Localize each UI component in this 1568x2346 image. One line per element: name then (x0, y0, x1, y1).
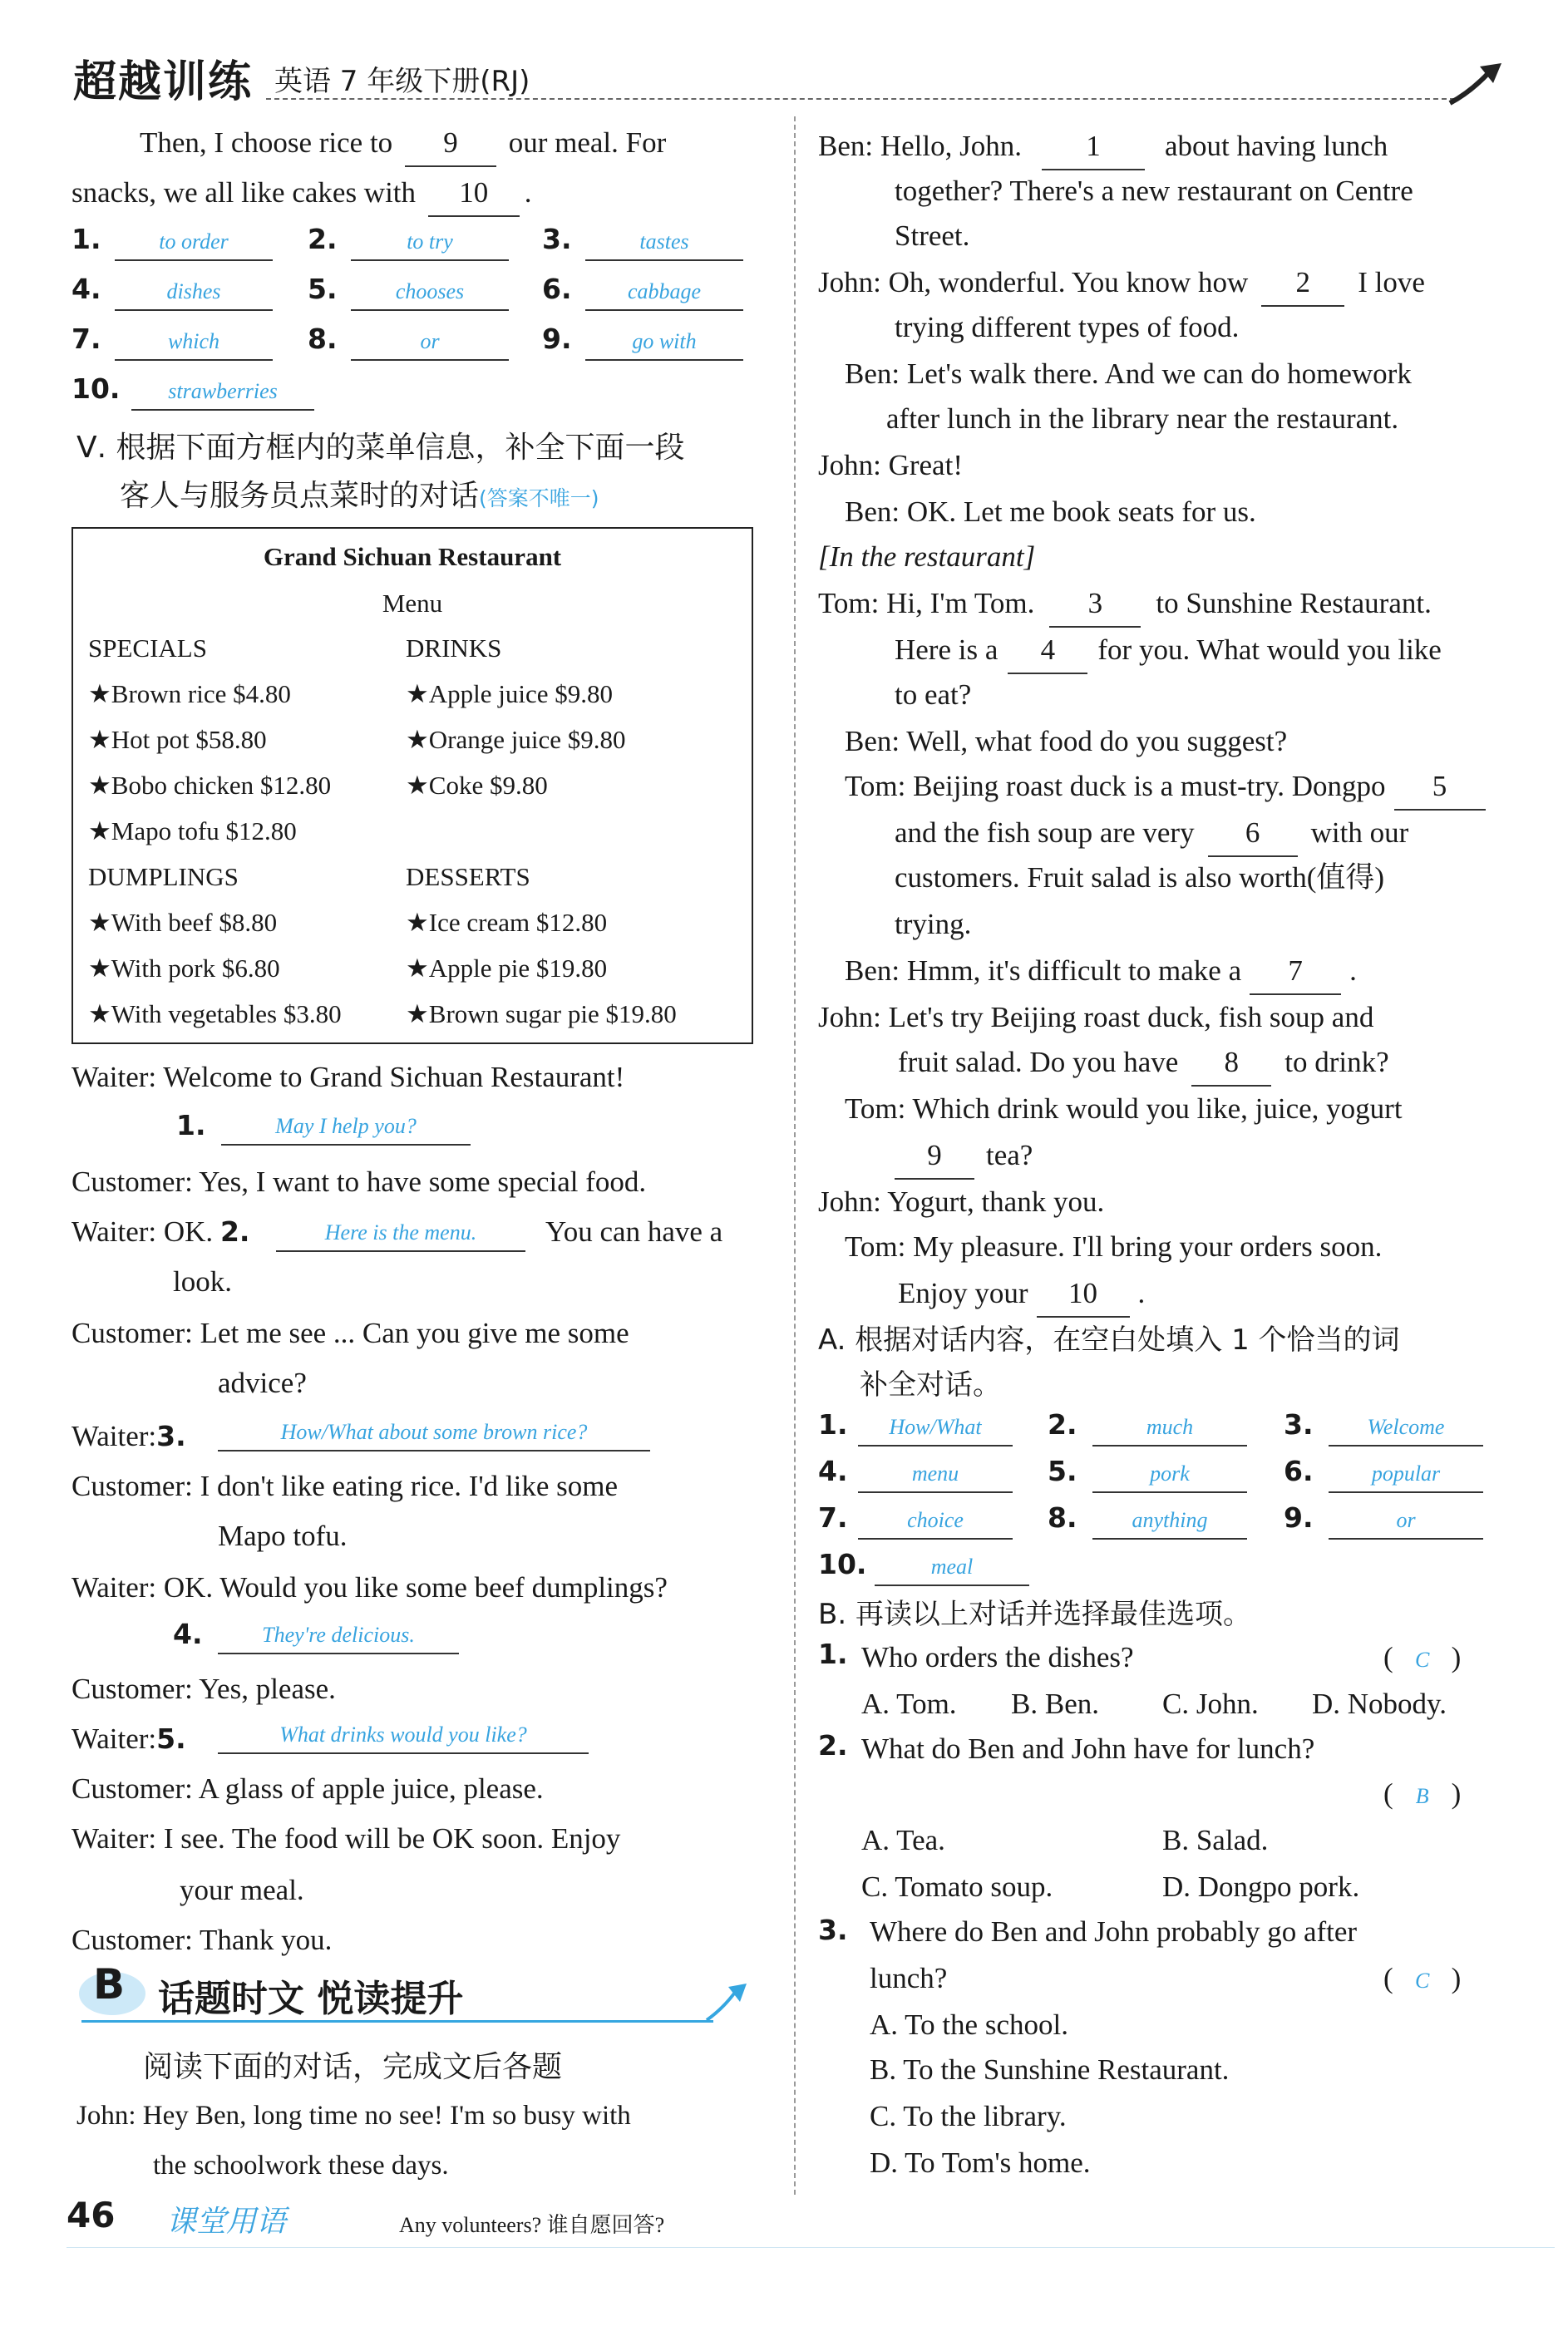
rp7c: to eat? (895, 678, 972, 711)
rp12b: 9 tea? (895, 1132, 1033, 1180)
dialog-answer-4[interactable]: They're delicious. (218, 1623, 459, 1654)
dialog-waiter-4: Waiter: OK. Would you like some beef dumplings? (71, 1571, 668, 1604)
a-answer-1[interactable]: How/What (858, 1415, 1013, 1447)
section-b-letter: B (93, 1960, 126, 2008)
menu-right-8: ★Brown sugar pie $19.80 (406, 999, 677, 1028)
menu-right-0: DRINKS (406, 633, 502, 663)
section-5-line-2: 客人与服务员点菜时的对话(答案不唯一) (120, 479, 599, 513)
classroom-phrase: Any volunteers? 谁自愿回答? (399, 2213, 665, 2237)
book-subtitle: 英语 7 年级下册(RJ) (274, 65, 530, 98)
secB-line-1: John: Hey Ben, long time no see! I'm so busy with (76, 2101, 631, 2131)
answer-9[interactable]: go with (585, 329, 743, 361)
column-divider (794, 116, 796, 2195)
q2-opt-b[interactable]: B. Salad. (1162, 1824, 1269, 1856)
answer-3[interactable]: tastes (585, 229, 743, 261)
answer-8[interactable]: or (351, 329, 509, 361)
rp6: [In the restaurant] (818, 540, 1036, 573)
a-answer-10[interactable]: meal (875, 1555, 1029, 1586)
menu-right-5: DESSERTS (406, 862, 530, 891)
a-answer-2[interactable]: much (1092, 1415, 1247, 1447)
q1-opt-b[interactable]: B. Ben. (1011, 1688, 1099, 1720)
dialog-waiter-3: Waiter:3. (71, 1420, 186, 1452)
q3-opt-c[interactable]: C. To the library. (870, 2100, 1067, 2132)
classroom-phrase-label: 课堂用语 (166, 2205, 287, 2239)
q2-opt-a[interactable]: A. Tea. (861, 1824, 945, 1856)
menu-left-2: ★Hot pot $58.80 (88, 725, 267, 754)
rp8: Ben: Well, what food do you suggest? (845, 725, 1288, 757)
a-answer-9[interactable]: or (1329, 1508, 1483, 1540)
answer-10[interactable]: strawberries (131, 379, 314, 411)
rp7: Tom: Hi, I'm Tom. 3 to Sunshine Restaurant. (818, 580, 1432, 628)
q3-opt-b[interactable]: B. To the Sunshine Restaurant. (870, 2053, 1230, 2086)
q2-bracket[interactable]: ( B ) (1383, 1777, 1462, 1810)
rp14b: Enjoy your 10 . (898, 1270, 1145, 1318)
dialog-customer-3b: Mapo tofu. (218, 1520, 348, 1552)
dialog-customer-1: Customer: Yes, I want to have some special food. (71, 1166, 647, 1198)
section-a-line-1: A. 根据对话内容，在空白处填入 1 个恰当的词 (818, 1323, 1400, 1357)
dialog-answer-1[interactable]: May I help you? (221, 1114, 471, 1146)
a-answer-6[interactable]: popular (1329, 1461, 1483, 1493)
dialog-blank-1: 1. May I help you? (176, 1109, 206, 1141)
rp9b: and the fish soup are very 6 with our (895, 810, 1408, 857)
dialog-waiter-2b: You can have a (545, 1215, 723, 1248)
menu-left-4: ★Mapo tofu $12.80 (88, 816, 297, 845)
answer-6[interactable]: cabbage (585, 279, 743, 311)
menu-left-6: ★With beef $8.80 (88, 908, 278, 937)
cont-line-1: Then, I choose rice to 9 our meal. For (140, 120, 666, 167)
rp9: Tom: Beijing roast duck is a must-try. Dongpo 5 (845, 763, 1494, 811)
rp1: Ben: Hello, John. 1 about having lunch (818, 123, 1388, 170)
section-a-line-2: 补全对话。 (860, 1368, 1001, 1402)
rp11a: John: Let's try Beijing roast duck, fish soup and (818, 1001, 1374, 1033)
rp14a: Tom: My pleasure. I'll bring your orders soon. (845, 1230, 1383, 1263)
menu-box (71, 527, 753, 1044)
menu-left-5: DUMPLINGS (88, 862, 239, 891)
menu-right-6: ★Ice cream $12.80 (406, 908, 608, 937)
rp7b: Here is a 4 for you. What would you like (895, 627, 1442, 674)
rp4: John: Great! (818, 449, 963, 481)
q3-text-1: Where do Ben and John probably go after (870, 1915, 1358, 1948)
answer-1[interactable]: to order (115, 229, 273, 261)
dialog-answer-2[interactable]: Here is the menu. (276, 1220, 525, 1252)
q1-opt-a[interactable]: A. Tom. (861, 1688, 957, 1720)
restaurant-name: Grand Sichuan Restaurant (263, 542, 562, 571)
page-number: 46 (67, 2195, 116, 2235)
q2-text: What do Ben and John have for lunch? (861, 1732, 1315, 1765)
rp2b: trying different types of food. (895, 311, 1240, 343)
blue-arrow-icon (703, 1979, 750, 2025)
rp3b: after lunch in the library near the restaurant. (886, 402, 1399, 435)
answer-2[interactable]: to try (351, 229, 509, 261)
brand-title: 超越训练 (73, 57, 254, 107)
answer-7[interactable]: which (115, 329, 273, 361)
a-answer-7[interactable]: choice (858, 1508, 1013, 1540)
dialog-waiter-2c: look. (173, 1265, 232, 1298)
menu-left-3: ★Bobo chicken $12.80 (88, 771, 332, 800)
dialog-answer-3[interactable]: How/What about some brown rice? (218, 1420, 650, 1451)
dialog-answer-5[interactable]: What drinks would you like? (218, 1723, 589, 1754)
dialog-customer-2b: advice? (218, 1367, 307, 1399)
menu-right-1: ★Apple juice $9.80 (406, 679, 614, 708)
swoosh-arrow-icon (1447, 58, 1505, 108)
dialog-waiter-6: Waiter: I see. The food will be OK soon. Enjoy (71, 1822, 621, 1855)
dialog-customer-6: Customer: Thank you. (71, 1924, 333, 1956)
a-answer-5[interactable]: pork (1092, 1461, 1247, 1493)
q3-bracket[interactable]: ( C ) (1383, 1962, 1462, 1994)
answer-grid-1: 1. to order 2. to try 3. tastes 4. dishes 5. chooses 6. cabbage 7. which 8. or 9. go with 10. strawberries (71, 223, 786, 422)
rp12a: Tom: Which drink would you like, juice, yogurt (845, 1092, 1403, 1125)
dialog-waiter-6b: your meal. (180, 1874, 304, 1906)
q3-opt-d[interactable]: D. To Tom's home. (870, 2146, 1091, 2179)
rp9d: trying. (895, 908, 972, 940)
q2-opt-d[interactable]: D. Dongpo pork. (1162, 1870, 1360, 1903)
rp11b: fruit salad. Do you have 8 to drink? (898, 1039, 1389, 1087)
worksheet-page: 超越训练 英语 7 年级下册(RJ) Then, I choose rice to 9 our meal. For snacks, we all like cakes with 10 . 1. to order 2. to try 3. tastes 4. dishes 5. chooses 6. cabbage 7. which 8. or 9. go with 10. strawberries Ⅴ. 根据下面方框内的菜单信息，补全下面一段 客人与服务员点菜时的对话(答案不唯一) Grand Sichuan Restaurant Menu SPECIALS ★Brown rice $4.80 ★Hot pot $58.80 ★Bobo chicken $12.80 ★Mapo tofu $12.80 DUMPLINGS ★With beef $8.80 ★With pork $6.80 ★With vegetables $3.80 DRINKS ★Apple juice $9.80 ★Orange juice $9.80 ★Coke $9.80 DESSERTS ★Ice cream $12.80 ★Apple pie $19.80 ★Brown sugar pie $19.80 Waiter: Welcome to Grand Sichuan Restaurant! 1. May I help you? Customer: Yes, I want to have some special food. Waiter: OK. 2. Here is the menu. You can have a look. Customer: Let me see ... Can you give me some advice? Waiter:3. How/What about some brown rice? Customer: I don't like eating rice. I'd like some Mapo tofu. Waiter: OK. Would you like some beef dumplings? 4. They're delicious. Customer: Yes, please. Waiter:5. What drinks would you like? Customer: A glass of apple juice, please. Waiter: I see. The food will be OK soon. Enjoy your meal. Customer: Thank you. B 话题时文 悦读提升 阅读下面的对话，完成文后各题 John: Hey Ben, long time no see! I'm so busy with the schoolwork these days. Ben: Hello, John. 1 about having lunch together? There's a new restaurant on Centre Street. John: Oh, wonderful. You know how 2 I love trying different types of food. Ben: Let's walk there. And we can do homework after lunch in the library near the restaurant. John: Great! Ben: OK. Let me book seats for us. [In the restaurant] Tom: Hi, I'm Tom. 3 to Sunshine Restaurant. Here is a 4 for you. What would you like to eat? Ben: Well, what food do you suggest? Tom: Beijing roast duck is a must-try. Dongpo 5 and the fish soup are very 6 with our customers. Fruit salad is also worth(值得) trying. Ben: Hmm, it's difficult to make a 7 . John: Let's try Beijing roast duck, fish soup and fruit salad. Do you have 8 to drink? Tom: Which drink would you like, juice, yogurt 9 tea? John: Yogurt, thank you. Tom: My pleasure. I'll bring your orders soon. Enjoy your 10 . A. 根据对话内容，在空白处填入 1 个恰当的词 补全对话。 1. How/What 2. much 3. Welcome 4. menu 5. pork 6. popular 7. choice 8. anything 9. or 10. meal B. 再读以上对话并选择最佳选项。 1. Who orders the dishes? ( C ) A. Tom. B. Ben. C. John. D. Nobody. 2. What do Ben and John have for lunch? ( B ) A. Tea. B. Salad. C. Tomato soup. D. Dongpo pork. 3. Where do Ben and John probably go after lunch? ( C ) A. To the school. B. To the Sunshine Restaurant. C. To the library. D. To Tom's home. 46 课堂用语 Any volunteers? 谁自愿回答? (0, 0, 1568, 2346)
rp5: Ben: OK. Let me book seats for us. (845, 495, 1256, 528)
q1-text: Who orders the dishes? (861, 1641, 1134, 1673)
dialog-customer-2: Customer: Let me see ... Can you give me some (71, 1317, 629, 1349)
secB-line-2: the schoolwork these days. (153, 2151, 449, 2181)
section-b-mc-instr: B. 再读以上对话并选择最佳选项。 (818, 1598, 1251, 1631)
cont-line-2: snacks, we all like cakes with 10 . (71, 170, 532, 217)
rp2: John: Oh, wonderful. You know how 2 I love (818, 259, 1425, 307)
dialog-waiter-5: Waiter:5. (71, 1723, 186, 1755)
q1-opt-d[interactable]: D. Nobody. (1312, 1688, 1447, 1720)
dialog-customer-4: Customer: Yes, please. (71, 1673, 336, 1705)
menu-left-8: ★With vegetables $3.80 (88, 999, 342, 1028)
header-divider (266, 98, 1455, 100)
section-b-title: 话题时文 悦读提升 (158, 1978, 464, 2020)
rp3a: Ben: Let's walk there. And we can do homework (845, 357, 1412, 390)
menu-right-3: ★Coke $9.80 (406, 771, 548, 800)
dialog-customer-5: Customer: A glass of apple juice, please. (71, 1772, 544, 1805)
dialog-waiter-1: Waiter: Welcome to Grand Sichuan Restaurant! (71, 1061, 625, 1093)
menu-left-1: ★Brown rice $4.80 (88, 679, 291, 708)
menu-label: Menu (382, 589, 443, 618)
a-answer-4[interactable]: menu (858, 1461, 1013, 1493)
dialog-customer-3: Customer: I don't like eating rice. I'd like some (71, 1470, 619, 1502)
rp9c: customers. Fruit salad is also worth(值得) (895, 861, 1385, 894)
menu-right-2: ★Orange juice $9.80 (406, 725, 626, 754)
menu-left-0: SPECIALS (88, 633, 207, 663)
answer-4[interactable]: dishes (115, 279, 273, 311)
q3-text-2: lunch? (870, 1962, 948, 1994)
answer-5[interactable]: chooses (351, 279, 509, 311)
q1-opt-c[interactable]: C. John. (1162, 1688, 1259, 1720)
dialog-waiter-2: Waiter: OK. 2. (71, 1215, 250, 1248)
rp10: Ben: Hmm, it's difficult to make a 7 . (845, 948, 1357, 995)
menu-right-7: ★Apple pie $19.80 (406, 954, 608, 983)
section-b-underline (81, 2020, 713, 2023)
q2-opt-c[interactable]: C. Tomato soup. (861, 1870, 1053, 1903)
dialog-blank-4: 4. They're delicious. (173, 1618, 203, 1650)
rp1c: Street. (895, 219, 970, 252)
a-answer-8[interactable]: anything (1092, 1508, 1247, 1540)
q3-opt-a[interactable]: A. To the school. (870, 2008, 1068, 2041)
section-b-instructions: 阅读下面的对话，完成文后各题 (143, 2050, 563, 2084)
footer-rule (67, 2247, 1555, 2248)
a-answer-3[interactable]: Welcome (1329, 1415, 1483, 1447)
menu-left-7: ★With pork $6.80 (88, 954, 280, 983)
rp13: John: Yogurt, thank you. (818, 1185, 1105, 1218)
q1-bracket[interactable]: ( C ) (1383, 1641, 1462, 1673)
rp1b: together? There's a new restaurant on Centre (895, 175, 1413, 207)
section-5-line-1: Ⅴ. 根据下面方框内的菜单信息，补全下面一段 (76, 431, 685, 465)
answer-grid-a: 1. How/What 2. much 3. Welcome 4. menu 5. pork 6. popular 7. choice 8. anything 9. or 10. meal (818, 1408, 1550, 1608)
